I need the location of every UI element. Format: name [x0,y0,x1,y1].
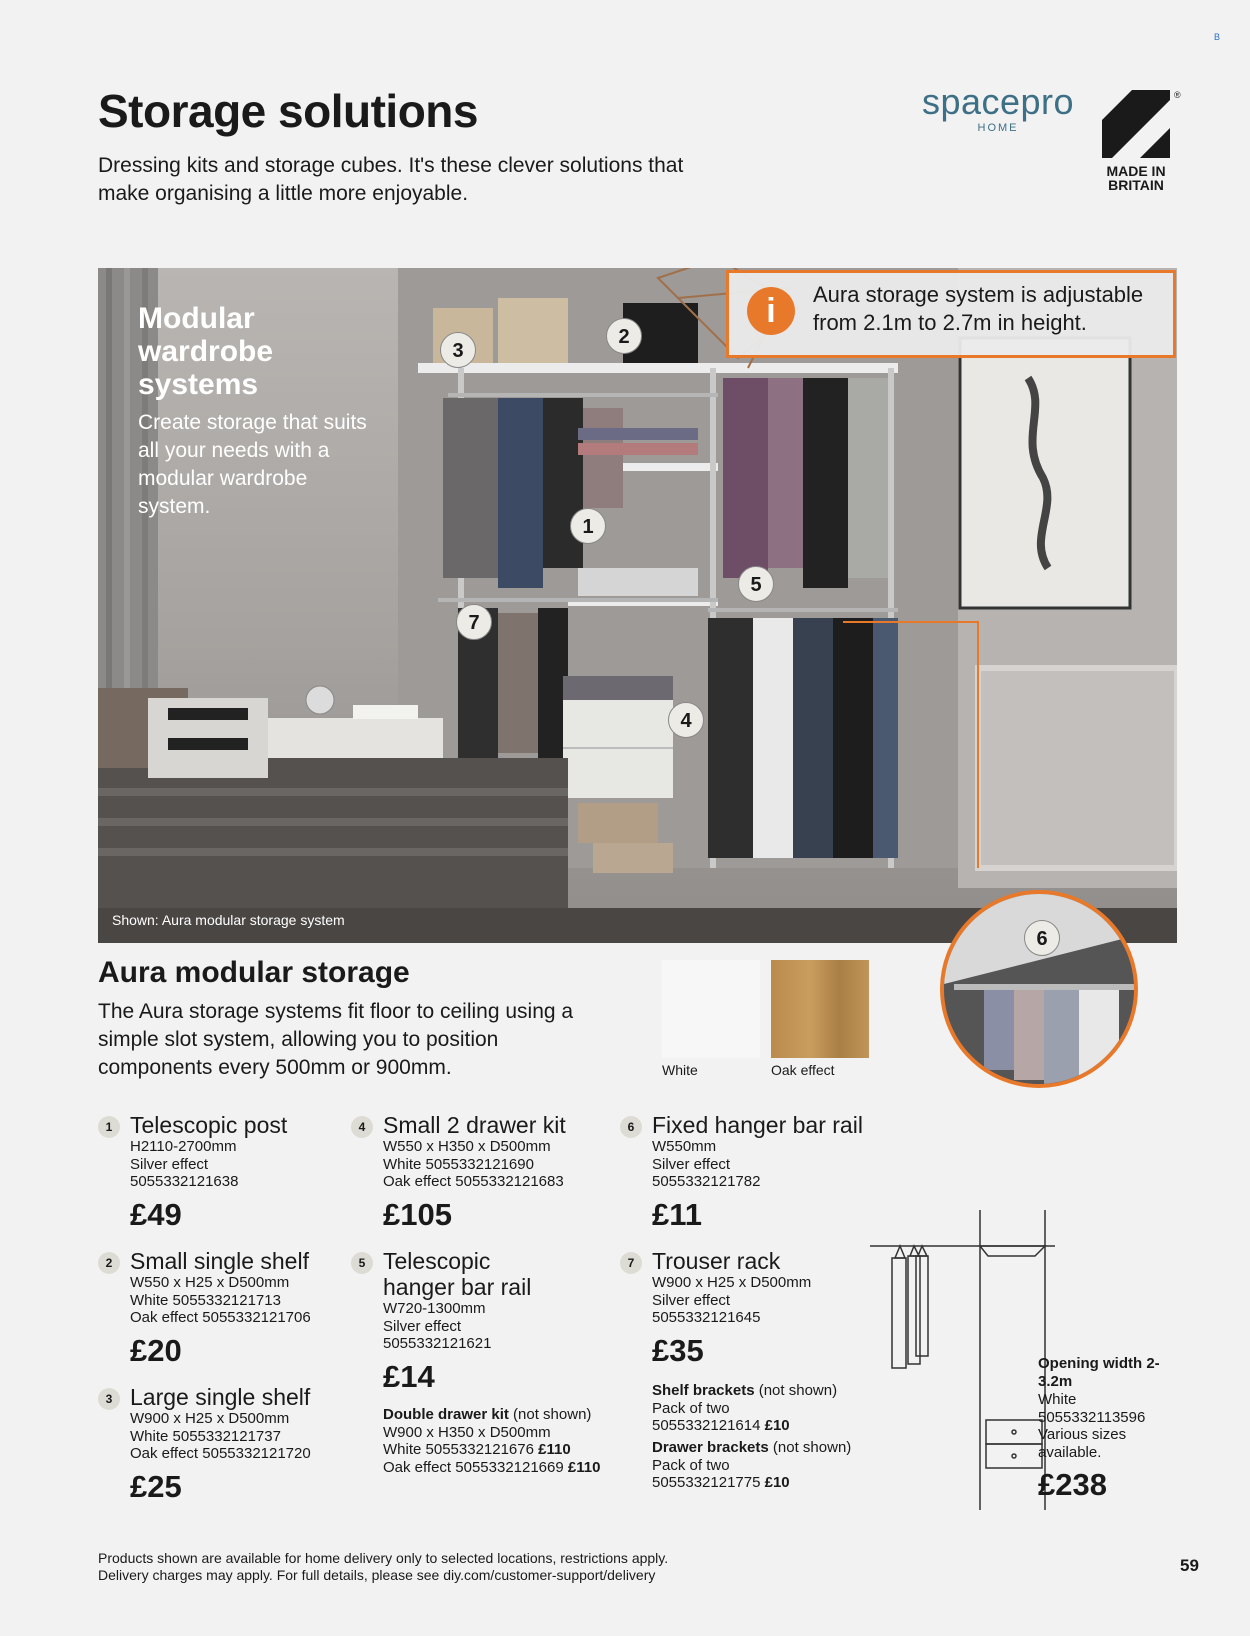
product-spec: White 5055332121690 [383,1155,534,1173]
product-spec: Oak effect 5055332121706 [130,1309,311,1326]
opening-line: 5055332113596 [1038,1408,1146,1426]
extra-shelf-brackets [620,1382,880,1435]
wardrobe-diagram-illustration [870,1210,1055,1510]
product-spec: W550 x H25 x D500mm [130,1274,290,1291]
product-spec: W900 x H25 x D500mm [130,1410,290,1427]
product-name: Large single shelf [130,1384,311,1410]
product-small-2-drawer-kit [351,1112,611,1235]
product-spec: White 5055332121737 [130,1427,281,1445]
footer-line: Products shown are available for home delivery only to selected locations, restrictions apply. [98,1550,669,1566]
product-fixed-hanger-bar-rail [620,1112,880,1235]
extra-double-drawer-kit [351,1406,631,1476]
product-name-line1: Telescopic [383,1248,491,1274]
product-spec: Oak effect 5055332121720 [130,1445,311,1462]
hero-heading: Modular wardrobe systems [138,302,274,401]
extra-note: (not shown) [513,1406,592,1423]
oak-swatch [771,960,869,1058]
extra-price: £110 [567,1458,601,1476]
product-name: Telescopic post [130,1112,288,1138]
marker-6: 6 [1024,920,1060,956]
extra-price: £10 [764,1417,790,1434]
extra-line [652,1417,880,1435]
footer-line: Delivery charges may apply. For full details, please see diy.com/customer-support/delivery [98,1567,656,1583]
product-spec: Silver effect [383,1317,462,1335]
opening-line: White [1038,1391,1077,1408]
product-large-single-shelf [98,1384,338,1507]
product-spec: Silver effect [652,1155,731,1173]
hero-description: Create storage that suits all your needs with a modular wardrobe system. [138,411,367,518]
marker-7: 7 [456,604,492,640]
product-name: Small 2 drawer kit [383,1112,566,1138]
hero-text-block [138,302,368,521]
extra-name: Shelf brackets [652,1382,755,1399]
extra-drawer-brackets [620,1439,880,1492]
product-spec: H2110-2700mm [130,1138,237,1155]
product-spec: White 5055332121713 [130,1291,281,1309]
product-name: Small single shelf [130,1248,309,1274]
product-price: £105 [383,1196,452,1232]
extra-line: W900 x H350 x D500mm [383,1423,551,1441]
marker-5: 5 [738,566,774,602]
product-spec: Silver effect [130,1155,209,1173]
marker-2: 2 [606,318,642,354]
extra-line-text: 5055332121614 [652,1417,761,1434]
made-in-britain-logo [1102,90,1170,192]
product-spec: W720-1300mm [383,1300,486,1317]
extra-line: Pack of two [652,1456,730,1474]
extra-line [383,1459,631,1477]
made-in-britain-icon [1102,90,1170,158]
product-spec: 5055332121782 [652,1173,761,1190]
extra-note: (not shown) [772,1439,852,1456]
product-number: 6 [620,1116,642,1138]
product-number: 1 [98,1116,120,1138]
product-number: 5 [351,1252,373,1274]
product-number: 2 [98,1252,120,1274]
product-name-line2: hanger bar rail [383,1274,532,1300]
brand-name: spacepro [921,81,1075,122]
intro-text: Dressing kits and storage cubes. It's these clever solutions that make organising a little more enjoyable. [98,154,684,205]
aura-description: The Aura storage systems fit floor to ceiling using a simple slot system, allowing you to position components every 500mm or 900mm. [98,1000,574,1079]
opening-line: Various sizes available. [1038,1426,1127,1461]
product-name: Fixed hanger bar rail [652,1112,863,1138]
aura-heading: Aura modular storage [98,956,410,989]
image-caption: Shown: Aura modular storage system [112,912,345,928]
product-spec: 5055332121638 [130,1173,239,1190]
spacepro-logo [908,81,1088,134]
detail-zoom-circle [940,890,1138,1088]
product-trouser-rack [620,1248,880,1371]
extra-title [652,1439,880,1457]
product-name: Trouser rack [652,1248,781,1274]
registered-mark: ® [1174,90,1181,100]
marker-1: 1 [570,508,606,544]
product-price: £25 [130,1468,182,1504]
extra-line-text: 5055332121775 [652,1474,761,1491]
info-icon: i [747,287,795,335]
product-telescopic-hanger-bar-rail [351,1248,611,1397]
extra-name: Drawer brackets [652,1439,769,1456]
product-small-single-shelf [98,1248,338,1371]
opening-price: £238 [1038,1467,1107,1502]
product-spec: 5055332121621 [383,1335,492,1352]
hero-image [98,268,1177,943]
info-callout [726,270,1176,358]
product-number: 3 [98,1388,120,1410]
product-spec: Oak effect 5055332121683 [383,1173,564,1190]
extra-note: (not shown) [758,1382,838,1399]
product-price: £20 [130,1332,182,1368]
extra-line-text: White 5055332121676 [383,1441,534,1458]
marker-4: 4 [668,702,704,738]
made-in-britain-text: MADE IN BRITAIN [1106,163,1166,193]
product-price: £11 [652,1196,703,1232]
product-spec: 5055332121645 [652,1309,761,1326]
footer-disclaimer [98,1550,718,1584]
page-title: Storage solutions [98,85,478,137]
oak-swatch-label: Oak effect [771,1062,835,1078]
extra-name: Double drawer kit [383,1406,509,1423]
extra-title [652,1382,880,1400]
product-price: £49 [130,1196,182,1232]
extra-line: Pack of two [652,1399,730,1417]
marker-3: 3 [440,332,476,368]
product-spec: W550mm [652,1138,717,1155]
product-price: £35 [652,1332,704,1368]
page-number: 59 [1180,1556,1199,1575]
white-swatch [662,960,760,1058]
product-spec: W550 x H350 x D500mm [383,1138,551,1155]
brand-sub: HOME [977,122,1019,134]
info-text: Aura storage system is adjustable from 2.1m to 2.7m in height. [813,282,1144,335]
product-spec: Silver effect [652,1291,731,1309]
product-number: 7 [620,1252,642,1274]
product-number: 4 [351,1116,373,1138]
product-spec: W900 x H25 x D500mm [652,1274,812,1291]
extra-title [383,1406,631,1424]
extra-price: £110 [538,1441,571,1458]
product-price: £14 [383,1358,435,1394]
white-swatch-label: White [662,1062,698,1078]
corner-mark: B [1213,32,1220,42]
extra-price: £10 [764,1474,790,1491]
extra-line-text: Oak effect 5055332121669 [383,1458,564,1476]
product-opening-width [1038,1355,1188,1505]
extra-line [383,1441,631,1459]
extra-line [652,1474,880,1492]
product-telescopic-post [98,1112,338,1235]
opening-title: Opening width 2-3.2m [1038,1355,1160,1390]
